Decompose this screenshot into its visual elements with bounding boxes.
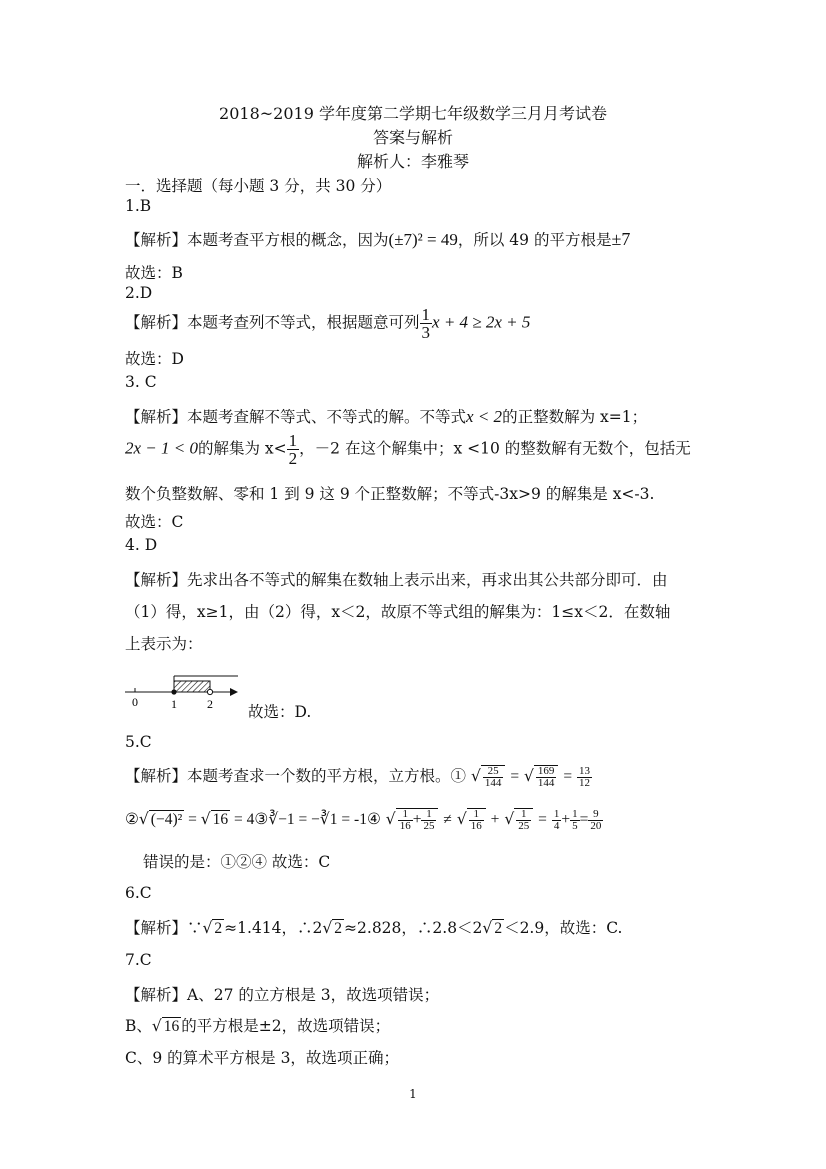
q3-line1: 【解析】本题考查解不等式、不等式的解。不等式x < 2的正整数解为 x=1；	[125, 407, 648, 426]
q3-number: 3. C	[125, 373, 157, 391]
q3-expr2: 2x − 1 < 0	[125, 438, 198, 458]
axis-label-1: 1	[171, 697, 177, 711]
q7-line-a: 【解析】A、27 的立方根是 3，故选项错误；	[125, 986, 440, 1004]
q1-text2: ，所以 49 的平方根是	[457, 231, 612, 249]
q5-number: 5.C	[125, 733, 152, 751]
q2-label: 【解析】	[125, 313, 188, 332]
exam-title: 2018~2019 学年度第二学期七年级数学三月月考试卷	[219, 104, 607, 123]
q5-wrong-items: 错误的是：①②④ 故选：C	[143, 853, 331, 871]
q4-line1: 【解析】先求出各不等式的解集在数轴上表示出来，再求出其公共部分即可．由	[125, 571, 668, 589]
q4-line2: （1）得，x≥1，由（2）得，x＜2，故原不等式组的解集为：1≤x＜2．在数轴	[125, 603, 671, 621]
exam-author: 解析人：李雅琴	[356, 152, 469, 171]
solution-region	[174, 681, 210, 692]
q2-text: 本题考查列不等式，根据题意可列	[187, 313, 420, 332]
q1-expr: (±7)² = 49	[388, 230, 458, 249]
q3-fraction: $\frac{1}{2}$	[288, 431, 298, 468]
q3-line2: 2x − 1 < 0的解集为 x< $\frac{1}{2}$ ，－2 在这个解集中；x <10 的整数解有无数个，包括无	[125, 431, 691, 468]
q3-choice: 故选：C	[125, 513, 184, 531]
q3-label: 【解析】	[125, 408, 188, 426]
number-line-figure	[120, 668, 250, 716]
q5-marker-2: ②	[125, 810, 139, 829]
axis-label-0: 0	[132, 695, 138, 709]
q1-choice: 故选：B	[125, 264, 183, 282]
q7-line-c: C、9 的算术平方根是 3，故选项正确；	[125, 1049, 399, 1067]
q2-fraction: $\frac{1}{3}$	[421, 305, 431, 342]
q4-choice: 故选：D.	[248, 703, 312, 721]
exam-subtitle: 答案与解析	[372, 128, 453, 147]
q1-text: 本题考查平方根的概念，因为	[187, 231, 389, 249]
q1-label: 【解析】	[125, 231, 188, 249]
q6-number: 6.C	[125, 884, 152, 902]
q7-label: 【解析】	[125, 986, 188, 1004]
q7-line-b: B、√ 16 的平方根是±2，故选项错误；	[125, 1017, 391, 1035]
q1-explanation	[125, 228, 630, 250]
axis-label-2: 2	[207, 697, 213, 711]
q6-label: 【解析】	[125, 919, 188, 937]
q2-expr: x + 4 ≥ 2x + 5	[432, 312, 531, 332]
q2-explanation	[125, 306, 530, 341]
q5-line2: ②√ (−4)² = √ 16 = 4③∛−1 = −∛1 = -1④ √ $\frac{1}{16}$ + $\frac{1}{25}$ ≠ √ $\frac{1}{16}$ + √ $\frac{1}{25}$ = $\frac{1}{4}$ + $\frac{1}{5}$ = $\frac{9}{20}$	[125, 807, 602, 832]
q5-line1: 【解析】本题考查求一个数的平方根，立方根。① √ $\frac{25}{144}$ = √ $\frac{169}{144}$ = $\frac{13}{12}$	[125, 764, 591, 789]
closed-point-1	[171, 689, 176, 694]
q6-explanation: 【解析】∵√ 2 ≈1.414，∴2√ 2 ≈2.828，∴2.8＜2√ 2 ＜2.9，故选：C.	[125, 919, 623, 937]
q5-marker-1: ①	[450, 767, 467, 785]
q3-inequality: x < 2	[466, 407, 503, 426]
q5-marker-3: ③	[254, 810, 269, 829]
number-line-arrow	[230, 688, 238, 696]
q1-answer-value: ±7	[611, 229, 631, 249]
page-number: 1	[409, 1087, 417, 1101]
open-point-2	[207, 689, 212, 694]
q2-choice: 故选：D	[125, 350, 184, 368]
section-heading: 一．选择题（每小题 3 分，共 30 分）	[125, 177, 392, 195]
q2-number: 2.D	[125, 284, 153, 302]
q1-number: 1.B	[125, 197, 152, 215]
q7-number: 7.C	[125, 951, 152, 969]
q5-marker-4: ④	[366, 810, 381, 829]
q4-line3: 上表示为：	[125, 635, 203, 653]
q5-label: 【解析】	[125, 767, 188, 785]
q4-number: 4. D	[125, 536, 158, 554]
q4-label: 【解析】	[125, 571, 188, 589]
q3-line3: 数个负整数解、零和 1 到 9 这 9 个正整数解；不等式-3x>9 的解集是 x<-3.	[125, 485, 655, 503]
